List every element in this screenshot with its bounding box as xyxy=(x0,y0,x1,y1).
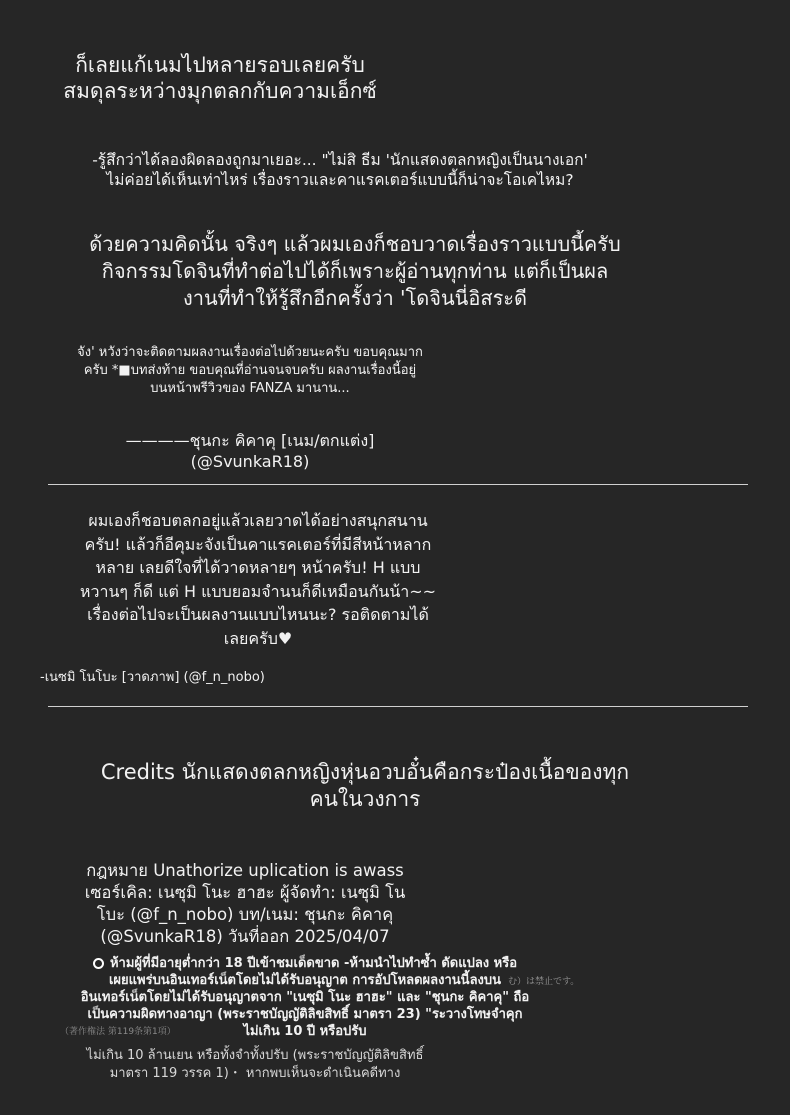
notice-line: อินเทอร์เน็ตโดยไม่ได้รับอนุญาตจาก "เนซุมิ โนะ ฮาฮะ" และ "ชุนกะ คิคาคุ" ถือ xyxy=(80,990,530,1005)
credits-line: (@SvunkaR18) วันที่ออก 2025/04/07 xyxy=(100,927,390,946)
artist-signature xyxy=(40,669,340,687)
paragraph-line: ผมเองก็ชอบตลกอยู่แล้วเลยวาดได้อย่างสนุกสนาน xyxy=(88,511,428,530)
signature-line: (@SvunkaR18) xyxy=(190,452,310,471)
japanese-overlay-text: む）は禁止です。 xyxy=(508,977,580,987)
signature-line: -เนซมิ โนโบะ [วาดภาพ] (@f_n_nobo) xyxy=(40,670,265,685)
paragraph-line: ครับ *■บทส่งท้าย ขอบคุณที่อ่านจนจบครับ ผลงานเรื่องนี้อยู่ xyxy=(83,363,417,378)
paragraph-line: ไม่ค่อยได้เห็นเท่าไหร่ เรื่องราวและคาแรคเตอร์แบบนี้ก็น่าจะโอเคไหม? xyxy=(106,171,574,189)
credits-body xyxy=(40,860,450,948)
notice-line: เป็นความผิดทางอาญา (พระราชบัญญัติลิขสิทธิ์ มาตรา 23) "ระวางโทษจำคุก xyxy=(87,1007,523,1022)
afterword-heading xyxy=(0,52,440,104)
paragraph-line: หวานๆ ก็ดี แต่ H แบบยอมจำนนก็ดีเหมือนกันน้า~~ xyxy=(79,581,437,601)
paragraph-line: ด้วยความคิดนั้น จริงๆ แล้วผมเองก็ชอบวาดเรื่องราวแบบนี้ครับ xyxy=(89,232,621,256)
heading-line: ก็เลยแก้เนมไปหลายรอบเลยครับ xyxy=(75,53,365,77)
notice-first-row xyxy=(45,955,565,972)
paragraph-line: -รู้สึกว่าได้ลองผิดลองถูกมาเยอะ... "ไม่สิ ธีม 'นักแสดงตลกหญิงเป็นนางเอก' xyxy=(92,151,588,169)
paragraph-line: เรื่องต่อไปจะเป็นผลงานแบบไหนนะ? รอติดตามได้ xyxy=(87,605,429,624)
paragraph-line: หลาย เลยดีใจที่ได้วาดหลายๆ หน้าครับ! H แบบ xyxy=(95,558,421,577)
japanese-ghost-text: （著作権法 第119条第1項） xyxy=(60,1027,176,1037)
notice-line: เผยแพร่บนอินเทอร์เน็ตโดยไม่ได้รับอนุญาต การอัปโหลดผลงานนี้ลงบน xyxy=(108,973,502,988)
credits-line: เซอร์เคิล: เนซุมิ โนะ ฮาฮะ ผู้จัดทำ: เนซุมิ โน xyxy=(84,883,406,902)
heading-line: สมดุลระหว่างมุกตลกกับความเอ็กซ์ xyxy=(63,79,377,103)
notice-line: ไม่เกิน 10 ปี หรือปรับ xyxy=(243,1024,367,1039)
artist-message xyxy=(38,509,478,650)
bullet-icon xyxy=(93,958,104,969)
legal-footer xyxy=(40,1047,470,1083)
middle-paragraph xyxy=(20,231,690,312)
paragraph-line: ครับ! แล้วก็อีคุมะจังเป็นคาแรคเตอร์ที่มีสีหน้าหลาก xyxy=(84,534,432,554)
credits-title xyxy=(60,759,670,813)
section-divider xyxy=(48,484,748,485)
footer-line: มาตรา 119 วรรค 1)・ หากพบเห็นจะดำเนินคดีทาง xyxy=(109,1066,401,1081)
signature-line: ————ชุนกะ คิคาคุ [เนม/ตกแต่ง] xyxy=(125,431,375,450)
paragraph-line: งานที่ทำให้รู้สึกอีกครั้งว่า 'โดจินนี่อิสระดี xyxy=(182,286,528,310)
paragraph-line: เลยครับ♥ xyxy=(223,628,293,648)
credits-title-line: คนในวงการ xyxy=(309,787,421,811)
intro-paragraph xyxy=(30,150,650,190)
author-signature xyxy=(80,430,420,472)
credits-line: โบะ (@f_n_nobo) บท/เนม: ชุนกะ คิคาคุ xyxy=(96,905,394,924)
credits-title-line: Credits นักแสดงตลกหญิงหุ่นอวบอั๋นคือกระป๋องเนื้อของทุก xyxy=(100,760,630,784)
thanks-paragraph xyxy=(50,344,450,398)
paragraph-line: บนหน้าพรีวิวของ FANZA มานาน... xyxy=(150,381,350,396)
footer-line: ไม่เกิน 10 ล้านเยน หรือทั้งจำทั้งปรับ (พระราชบัญญัติลิขสิทธิ์ xyxy=(86,1048,424,1063)
section-divider xyxy=(48,706,748,707)
paragraph-line: กิจกรรมโดจินที่ทำต่อไปได้ก็เพราะผู้อ่านทุกท่าน แต่ก็เป็นผล xyxy=(101,259,609,283)
paragraph-line: จัง' หวังว่าจะติดตามผลงานเรื่องต่อไปด้วยนะครับ ขอบคุณมาก xyxy=(77,345,423,360)
credits-line: กฎหมาย Unathorize uplication is awass xyxy=(86,861,404,880)
notice-line: ห้ามผู้ที่มีอายุต่ำกว่า 18 ปีเข้าชมเด็ดขาด -ห้ามนำไปทำซ้ำ ดัดแปลง หรือ xyxy=(109,956,518,971)
